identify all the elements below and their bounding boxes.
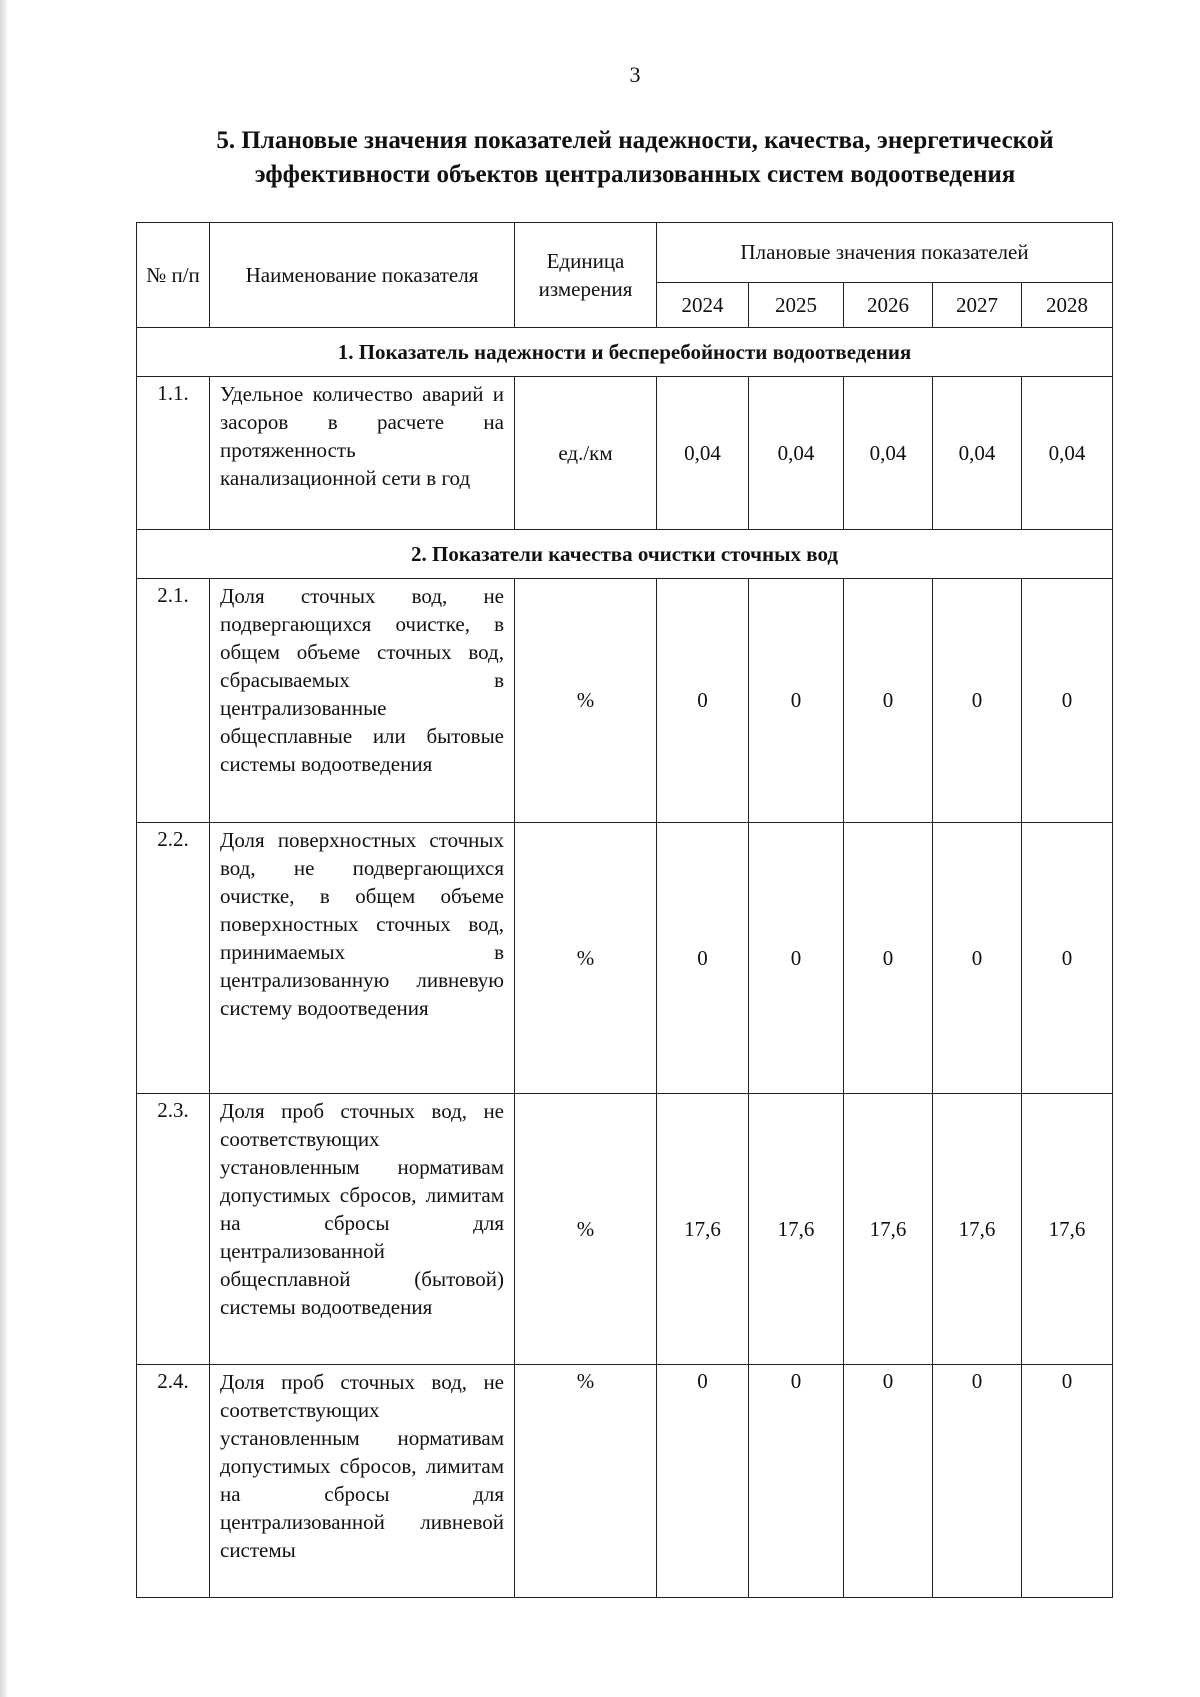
- section-title: 1. Показатель надежности и бесперебойности водоотведения: [137, 328, 1113, 377]
- value-cell: 0: [657, 823, 749, 1094]
- row-number: 2.2.: [137, 823, 210, 1094]
- value-cell: 0: [844, 823, 933, 1094]
- value-cell: 0: [844, 1365, 933, 1598]
- indicator-name: Удельное количество аварий и засоров в расчете на протяженность канализационной сети в год: [210, 377, 515, 530]
- value-cell: 0: [657, 579, 749, 823]
- indicator-name: Доля проб сточных вод, не соответствующих установленным нормативам допустимых сбросов, лимитам на сбросы для централизованной ливневой системы: [210, 1365, 515, 1598]
- header-year: 2024: [657, 282, 749, 327]
- header-year: 2026: [844, 282, 933, 327]
- table-row: [137, 579, 1113, 823]
- value-cell: 17,6: [933, 1094, 1022, 1365]
- value-cell: 0: [749, 579, 844, 823]
- section-title: 2. Показатели качества очистки сточных вод: [137, 530, 1113, 579]
- table-row: [137, 1094, 1113, 1365]
- indicator-name: Доля проб сточных вод, не соответствующих установленным нормативам допустимых сбросов, лимитам на сбросы для централизованной общесплавной (бытовой) системы водоотведения: [210, 1094, 515, 1365]
- value-cell: 0: [933, 1365, 1022, 1598]
- value-cell: 0: [1022, 823, 1113, 1094]
- unit-cell: %: [515, 1365, 657, 1598]
- page-number: 3: [629, 62, 641, 87]
- value-cell: 0: [933, 579, 1022, 823]
- value-cell: 0: [933, 823, 1022, 1094]
- unit-cell: %: [515, 823, 657, 1094]
- value-cell: 0: [657, 1365, 749, 1598]
- value-cell: 0,04: [1022, 377, 1113, 530]
- value-cell: 0,04: [749, 377, 844, 530]
- section-row: [137, 328, 1113, 377]
- header-name: Наименование показателя: [210, 223, 515, 328]
- scan-left-edge: [0, 0, 7, 1697]
- value-cell: 0,04: [933, 377, 1022, 530]
- row-number: 1.1.: [137, 377, 210, 530]
- row-number: 2.3.: [137, 1094, 210, 1365]
- unit-cell: %: [515, 579, 657, 823]
- header-unit: Единица измерения: [515, 223, 657, 328]
- value-cell: 17,6: [1022, 1094, 1113, 1365]
- row-number: 2.1.: [137, 579, 210, 823]
- table-row: [137, 1365, 1113, 1598]
- header-year: 2027: [933, 282, 1022, 327]
- value-cell: 17,6: [844, 1094, 933, 1365]
- header-num: № п/п: [137, 223, 210, 328]
- value-cell: 17,6: [749, 1094, 844, 1365]
- value-cell: 17,6: [657, 1094, 749, 1365]
- header-plan-group: Плановые значения показателей: [657, 223, 1113, 283]
- header-year: 2028: [1022, 282, 1113, 327]
- value-cell: 0,04: [844, 377, 933, 530]
- value-cell: 0: [1022, 1365, 1113, 1598]
- indicators-table: [136, 222, 1113, 1598]
- table-header-row: [137, 223, 1113, 283]
- value-cell: 0: [749, 1365, 844, 1598]
- header-year: 2025: [749, 282, 844, 327]
- value-cell: 0: [1022, 579, 1113, 823]
- indicator-name: Доля поверхностных сточных вод, не подвергающихся очистке, в общем объеме поверхностных сточных вод, принимаемых в централизованную ливневую систему водоотведения: [210, 823, 515, 1094]
- table-row: [137, 823, 1113, 1094]
- value-cell: 0,04: [657, 377, 749, 530]
- unit-cell: ед./км: [515, 377, 657, 530]
- unit-cell: %: [515, 1094, 657, 1365]
- table-row: [137, 377, 1113, 530]
- row-number: 2.4.: [137, 1365, 210, 1598]
- value-cell: 0: [749, 823, 844, 1094]
- indicator-name: Доля сточных вод, не подвергающихся очистке, в общем объеме сточных вод, сбрасываемых в централизованные общесплавные или бытовые системы водоотведения: [210, 579, 515, 823]
- page-title: 5. Плановые значения показателей надежности, качества, энергетической эффективности объектов централизованных систем водоотведения: [216, 127, 1054, 188]
- section-row: [137, 530, 1113, 579]
- value-cell: 0: [844, 579, 933, 823]
